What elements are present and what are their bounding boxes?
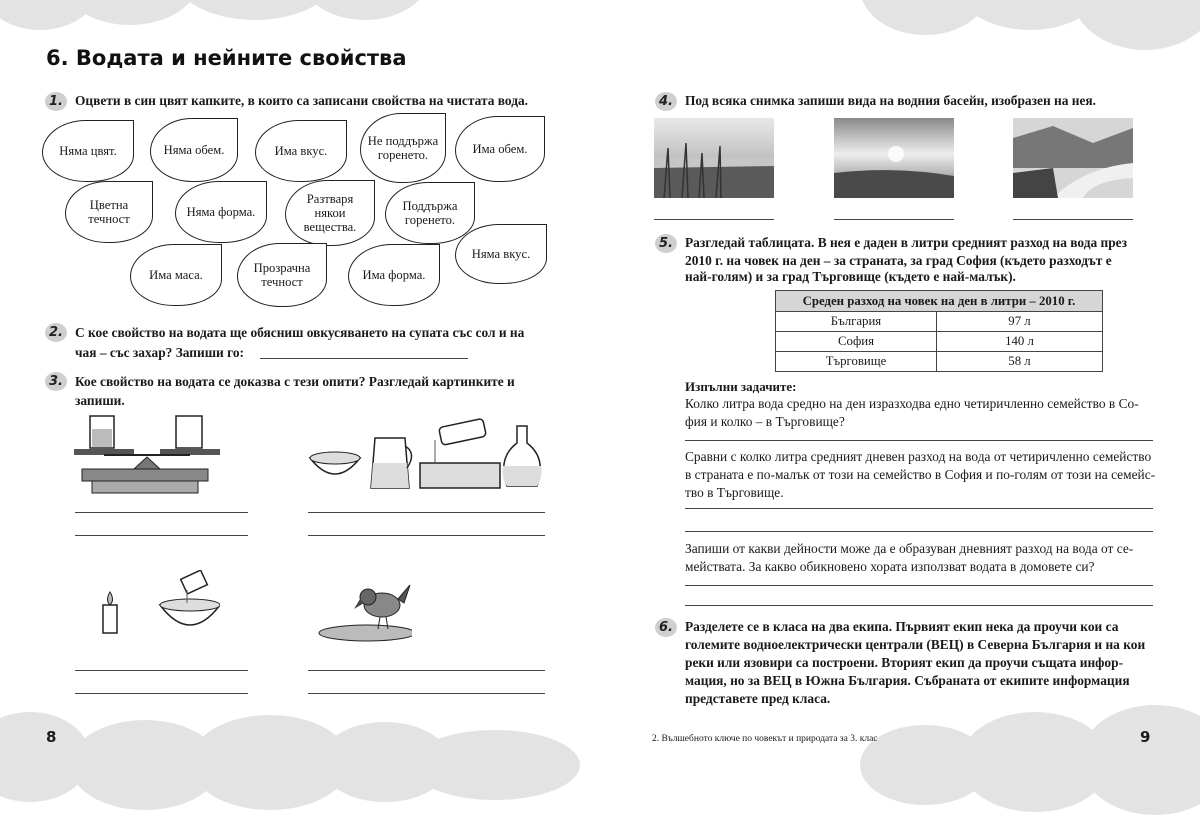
table-cell-place: Търговище <box>776 352 937 372</box>
exercise-1-number: 1. <box>45 92 67 111</box>
exercise-5-number: 5. <box>655 234 677 253</box>
page-number-right: 9 <box>1140 728 1151 746</box>
answer-line[interactable] <box>685 605 1153 606</box>
water-drop[interactable]: Разтваря някои вещества. <box>285 180 375 246</box>
candle-experiment-illustration <box>95 570 220 640</box>
table-row <box>776 312 1103 332</box>
answer-line[interactable] <box>654 219 774 220</box>
water-drop[interactable]: Няма обем. <box>150 118 238 182</box>
exercise-4-number: 4. <box>655 92 677 111</box>
answer-line[interactable] <box>685 440 1153 441</box>
task-3-line-2: мействата. За какво обикновено хората използват водата в домовете си? <box>685 559 1095 574</box>
water-drop[interactable]: Цветна течност <box>65 181 153 243</box>
exercise-5-line-3: най-голям) и за град Търговище (където е най-малък). <box>685 269 1016 284</box>
exercise-6-line-1: Разделете се в класа на два екипа. Първият екип нека да проучи кои са <box>685 619 1119 634</box>
page-title: 6. Водата и нейните свойства <box>46 46 407 70</box>
answer-line[interactable] <box>308 535 545 536</box>
page-number-left: 8 <box>46 728 57 746</box>
exercise-2-line-2: чая – със захар? Запиши го: <box>75 345 244 360</box>
exercise-5-line-1: Разгледай таблицата. В нея е даден в литри средният разход на вода през <box>685 235 1128 250</box>
footer-text: 2. Вълшебното ключе по човекът и природата за 3. клас <box>652 734 878 744</box>
exercise-6-line-2: големите водноелектрически централи (ВЕЦ) в Северна България и на кои <box>685 637 1146 652</box>
water-drop[interactable]: Има обем. <box>455 116 545 182</box>
exercise-2-line-1: С кое свойство на водата ще обясниш овкусяването на супата със сол и на <box>75 325 525 340</box>
task-1-line-2: фия и колко – в Търговище? <box>685 414 845 429</box>
water-drop[interactable]: Не поддържа горенето. <box>360 113 446 183</box>
lake-photo <box>654 118 774 198</box>
answer-line[interactable] <box>685 585 1153 586</box>
table-cell-value: 140 л <box>937 332 1103 352</box>
river-photo <box>1013 118 1133 198</box>
exercise-2-number: 2. <box>45 323 67 342</box>
water-drop[interactable]: Поддържа горенето. <box>385 182 475 244</box>
task-2-line-1: Сравни с колко литра средният дневен разход на вода от четиричленно семейство <box>685 449 1152 464</box>
tasks-label: Изпълни задачите: <box>685 379 797 394</box>
water-drop[interactable]: Няма вкус. <box>455 224 547 284</box>
answer-line[interactable] <box>260 358 468 359</box>
exercise-6-number: 6. <box>655 618 677 637</box>
table-row <box>776 352 1103 372</box>
exercise-6-line-4: мация, но за ВЕЦ в Южна България. Събраната от екипите информация <box>685 673 1130 688</box>
water-drop[interactable]: Има маса. <box>130 244 222 306</box>
table-row <box>776 332 1103 352</box>
answer-line[interactable] <box>75 535 248 536</box>
bird-puddle-illustration <box>312 575 412 645</box>
exercise-3-number: 3. <box>45 372 67 391</box>
answer-line[interactable] <box>308 693 545 694</box>
exercise-1-text: Оцвети в син цвят капките, в които са записани свойства на чистата вода. <box>75 93 529 108</box>
task-3-line-1: Запиши от какви дейности може да е образуван дневният разход на вода от се- <box>685 541 1134 556</box>
table-cell-value: 58 л <box>937 352 1103 372</box>
table-cell-value: 97 л <box>937 312 1103 332</box>
exercise-4-text: Под всяка снимка запиши вида на водния басейн, изобразен на нея. <box>685 93 1097 108</box>
exercise-6-line-3: реки или язовири са построени. Вторият екип да проучи същата инфор- <box>685 655 1124 670</box>
water-drop[interactable]: Прозрачна течност <box>237 243 327 307</box>
water-drop[interactable]: Има вкус. <box>255 120 347 182</box>
table-cell-place: София <box>776 332 937 352</box>
answer-line[interactable] <box>1013 219 1133 220</box>
answer-line[interactable] <box>75 512 248 513</box>
answer-line[interactable] <box>308 670 545 671</box>
answer-line[interactable] <box>685 531 1153 532</box>
water-containers-illustration <box>305 418 555 493</box>
answer-line[interactable] <box>834 219 954 220</box>
task-2-line-3: тво в Търговище. <box>685 485 784 500</box>
exercise-3-line-1: Кое свойство на водата се доказва с тези опити? Разгледай картинките и <box>75 374 515 389</box>
water-drop[interactable]: Има форма. <box>348 244 440 306</box>
answer-line[interactable] <box>75 670 248 671</box>
water-drop[interactable]: Няма форма. <box>175 181 267 243</box>
water-consumption-table <box>775 290 1103 372</box>
exercise-5-line-2: 2010 г. на човек на ден – за страната, за град София (където разходът е <box>685 253 1112 268</box>
exercise-3-line-2: запиши. <box>75 393 125 408</box>
task-2-line-2: в страната е по-малък от този на семейство в София и по-голям от този на семейс- <box>685 467 1156 482</box>
answer-line[interactable] <box>75 693 248 694</box>
sea-photo <box>834 118 954 198</box>
table-header: Среден разход на човек на ден в литри – 2010 г. <box>776 291 1103 312</box>
exercise-6-line-5: представете пред класа. <box>685 691 831 706</box>
answer-line[interactable] <box>308 512 545 513</box>
answer-line[interactable] <box>685 508 1153 509</box>
table-cell-place: България <box>776 312 937 332</box>
balance-scale-illustration <box>72 413 222 498</box>
water-drop[interactable]: Няма цвят. <box>42 120 134 182</box>
task-1-line-1: Колко литра вода средно на ден изразходва едно четиричленно семейство в Со- <box>685 396 1139 411</box>
